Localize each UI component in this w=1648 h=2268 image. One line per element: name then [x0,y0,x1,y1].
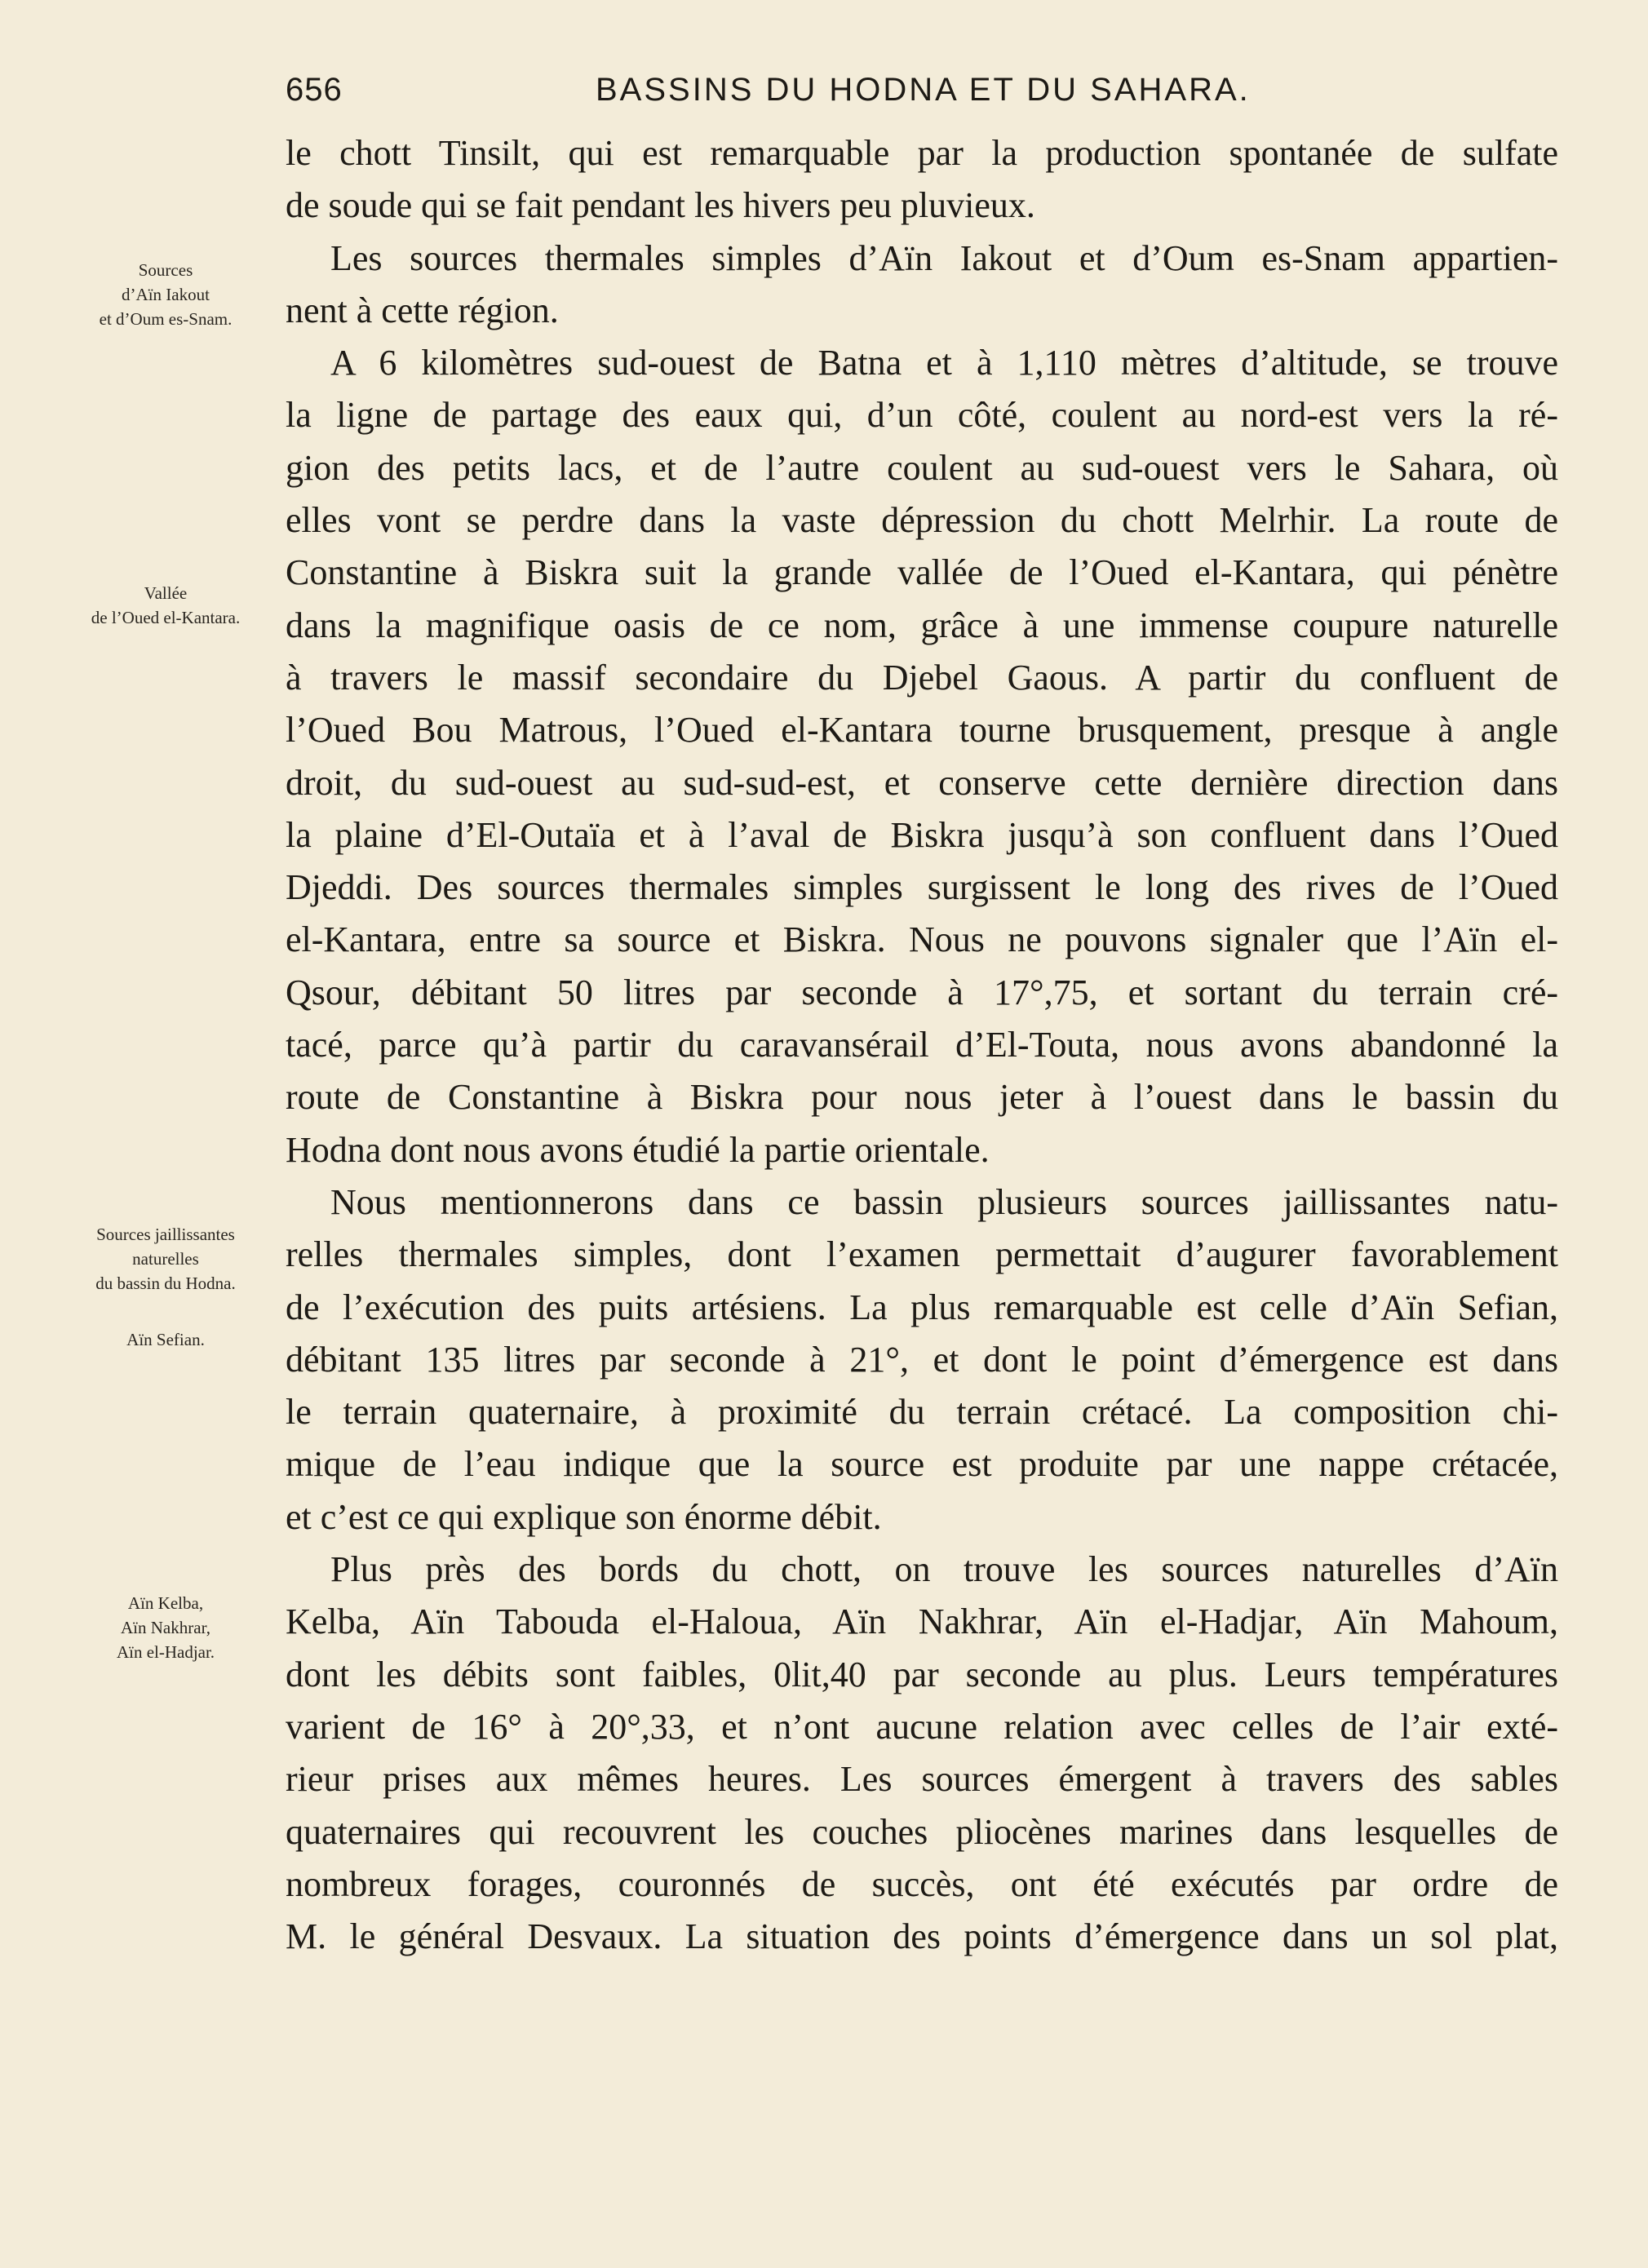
text-line: relles thermales simples, dont l’examen permettait d’augurer favorablement [286,1234,1558,1275]
text-line: et c’est ce qui explique son énorme débit. [286,1496,882,1537]
text-line: nombreux forages, couronnés de succès, ont été exécutés par ordre de [286,1863,1558,1904]
text-line: Nous mentionnerons dans ce bassin plusieurs sources jaillissantes natu- [330,1181,1558,1222]
running-title: BASSINS DU HODNA ET DU SAHARA. [596,72,1251,108]
text-line: dans la magnifique oasis de ce nom, grâce à une immense coupure naturelle [286,605,1558,645]
text-line: rieur prises aux mêmes heures. Les sources émergent à travers des sables [286,1759,1558,1800]
margin-note-vallee-oued-el-kantara [72,581,259,630]
margin-note-line: Aïn el-Hadjar. [116,1642,215,1662]
margin-note-ain-sefian [72,1327,259,1352]
page-header [0,72,1648,113]
text-line: la ligne de partage des eaux qui, d’un côté, coulent au nord-est vers la ré- [286,395,1558,436]
margin-note-line: Sources [138,260,193,280]
text-line: elles vont se perdre dans la vaste dépression du chott Melrhir. La route de [286,500,1558,541]
text-line: l’Oued Bou Matrous, l’Oued el-Kantara tourne brusquement, presque à angle [286,710,1558,751]
margin-note-line: Aïn Sefian. [126,1330,205,1349]
text-line: quaternaires qui recouvrent les couches pliocènes marines dans lesquelles de [286,1811,1558,1852]
text-line: Kelba, Aïn Tabouda el-Haloua, Aïn Nakhrar, Aïn el-Hadjar, Aïn Mahoum, [286,1601,1558,1642]
text-line: Plus près des bords du chott, on trouve les sources naturelles d’Aïn [330,1549,1558,1590]
text-line: M. le général Desvaux. La situation des points d’émergence dans un sol plat, [286,1916,1558,1957]
margin-note-line: et d’Oum es-Snam. [99,309,233,329]
text-line: route de Constantine à Biskra pour nous jeter à l’ouest dans le bassin du [286,1077,1558,1118]
margin-note-line: de l’Oued el-Kantara. [91,608,241,627]
text-line: le chott Tinsilt, qui est remarquable par la production spontanée de sulfate [286,133,1558,173]
page-number: 656 [286,72,343,108]
text-line: varient de 16° à 20°,33, et n’ont aucune relation avec celles de l’air exté- [286,1706,1558,1747]
margin-note-line: Vallée [144,583,188,603]
text-line: nent à cette région. [286,290,559,330]
text-line: débitant 135 litres par seconde à 21°, et dont le point d’émergence est dans [286,1339,1558,1380]
margin-note-sources-jaillissantes [72,1222,259,1296]
text-line: à travers le massif secondaire du Djebel Gaous. A partir du confluent de [286,657,1558,698]
text-line: gion des petits lacs, et de l’autre coulent au sud-ouest vers le Sahara, où [286,447,1558,488]
text-line: la plaine d’El-Outaïa et à l’aval de Biskra jusqu’à son confluent dans l’Oued [286,814,1558,855]
text-line: dont les débits sont faibles, 0lit,40 par seconde au plus. Leurs températures [286,1654,1558,1694]
margin-note-sources-ain-iakout [72,258,259,331]
text-line: Les sources thermales simples d’Aïn Iakout et d’Oum es-Snam appartien- [330,237,1558,278]
margin-note-line: Aïn Nakhrar, [121,1618,210,1637]
text-line: A 6 kilomètres sud-ouest de Batna et à 1,110 mètres d’altitude, se trouve [330,343,1558,383]
body-text [286,127,1558,1963]
margin-note-line: naturelles [132,1249,199,1269]
text-line: Djeddi. Des sources thermales simples surgissent le long des rives de l’Oued [286,867,1558,908]
text-line: droit, du sud-ouest au sud-sud-est, et conserve cette dernière direction dans [286,762,1558,803]
margin-note-ain-kelba [72,1591,259,1664]
text-line: de soude qui se fait pendant les hivers peu pluvieux. [286,185,1035,226]
margin-note-line: Sources jaillissantes [96,1225,235,1244]
text-line: el-Kantara, entre sa source et Biskra. Nous ne pouvons signaler que l’Aïn el- [286,919,1558,960]
margin-note-line: du bassin du Hodna. [95,1274,236,1293]
text-line: Qsour, débitant 50 litres par seconde à 17°,75, et sortant du terrain cré- [286,972,1558,1012]
text-line: le terrain quaternaire, à proximité du terrain crétacé. La composition chi- [286,1392,1558,1433]
margin-note-line: Aïn Kelba, [127,1593,204,1613]
text-line: Constantine à Biskra suit la grande vallée de l’Oued el-Kantara, qui pénètre [286,552,1558,593]
text-line: Hodna dont nous avons étudié la partie orientale. [286,1129,990,1170]
text-line: de l’exécution des puits artésiens. La plus remarquable est celle d’Aïn Sefian, [286,1287,1558,1327]
text-line: tacé, parce qu’à partir du caravansérail d’El-Touta, nous avons abandonné la [286,1025,1558,1065]
margin-note-line: d’Aïn Iakout [122,285,210,304]
text-line: mique de l’eau indique que la source est produite par une nappe crétacée, [286,1444,1558,1485]
